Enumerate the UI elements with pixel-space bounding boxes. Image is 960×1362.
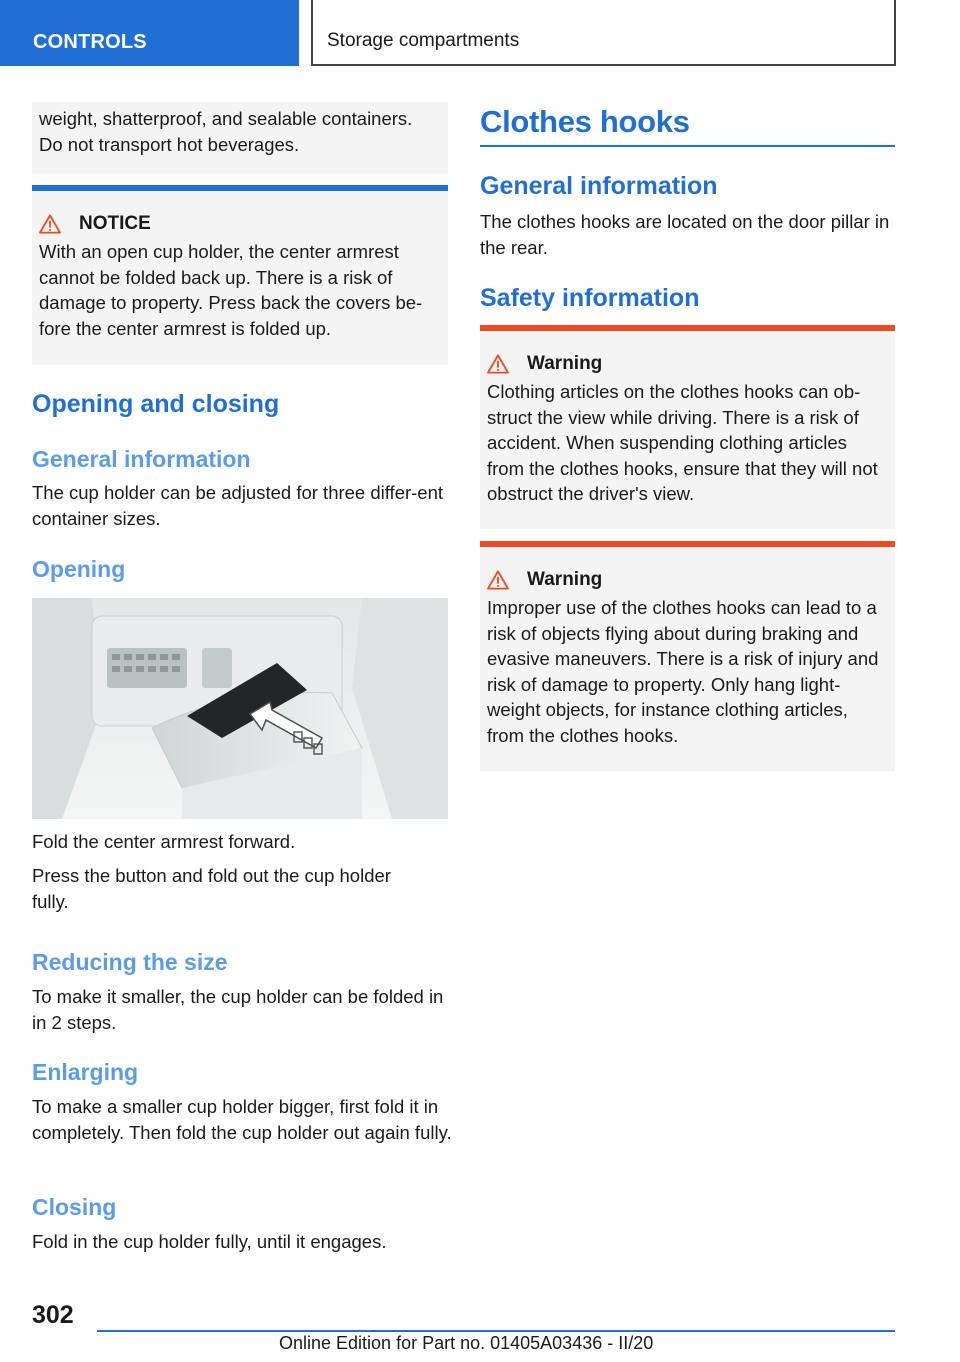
general-info-text-right: The clothes hooks are located on the door pillar in the rear.	[480, 211, 890, 258]
warning2-title: Warning	[527, 569, 603, 590]
general-info-heading-right: General information	[480, 172, 718, 200]
warning-triangle-icon	[487, 354, 509, 374]
chapter-label: Storage compartments	[327, 30, 520, 51]
edition-info: Online Edition for Part no. 01405A03436 - II/20	[279, 1333, 654, 1353]
closing-text: Fold in the cup holder fully, until it engages.	[32, 1231, 387, 1252]
step-press-button: Press the button and fold out the cup holder fully.	[32, 865, 391, 912]
warning1-title: Warning	[527, 353, 603, 374]
reducing-text: To make it smaller, the cup holder can be folded in in 2 steps.	[32, 986, 444, 1033]
page-header	[0, 0, 960, 66]
closing-heading: Closing	[32, 1194, 117, 1220]
armrest-cupholder-illustration	[32, 598, 448, 819]
page-number: 302	[32, 1301, 74, 1329]
enlarging-text: To make a smaller cup holder bigger, first fold it in completely. Then fold the cup holder out again fully.	[32, 1096, 452, 1143]
step-fold-armrest: Fold the center armrest forward.	[32, 831, 296, 852]
warning-triangle-icon	[39, 214, 61, 234]
footer-rule	[97, 1330, 895, 1332]
safety-info-heading: Safety information	[480, 284, 700, 312]
continued-warning-box	[32, 102, 448, 174]
section-tab[interactable]	[0, 0, 299, 66]
section-label: CONTROLS	[33, 31, 147, 53]
general-info-heading-left: General information	[32, 446, 251, 472]
opening-closing-title: Opening and closing	[32, 390, 280, 418]
warning-triangle-icon	[487, 570, 509, 590]
warning2-heading	[487, 569, 889, 591]
armrest-illustration-svg	[32, 598, 448, 819]
continued-warning-text: weight, shatterproof, and sealable containers. Do not transport hot beverages.	[39, 108, 413, 155]
reducing-heading: Reducing the size	[32, 949, 228, 975]
warning1-box	[480, 331, 895, 529]
chapter-box	[311, 0, 896, 66]
general-info-text-left: The cup holder can be adjusted for three differ-ent container sizes.	[32, 482, 444, 529]
warning1-text: Clothing articles on the clothes hooks can ob-struct the view while driving. There is a risk of accident. When suspending clothing articles from the clothes hooks, ensure that they will not obstruct the driver's view.	[487, 381, 878, 504]
clothes-hooks-title: Clothes hooks	[480, 104, 690, 139]
enlarging-heading: Enlarging	[32, 1059, 139, 1085]
title-rule	[480, 145, 895, 147]
warning2-box	[480, 547, 895, 771]
notice-box	[32, 191, 448, 365]
notice-heading	[39, 213, 440, 235]
notice-title: NOTICE	[79, 213, 151, 234]
notice-text: With an open cup holder, the center armrest cannot be folded back up. There is a risk of damage to property. Press back the covers be-fore the center armrest is folded up.	[39, 241, 423, 339]
warning1-heading	[487, 353, 887, 375]
opening-heading: Opening	[32, 556, 126, 582]
warning2-text: Improper use of the clothes hooks can lead to a risk of objects flying about during braking and evasive maneuvers. There is a risk of injury and risk of damage to property. Only hang light-weight objects, for instance clothing articles, from the clothes hooks.	[487, 597, 879, 746]
